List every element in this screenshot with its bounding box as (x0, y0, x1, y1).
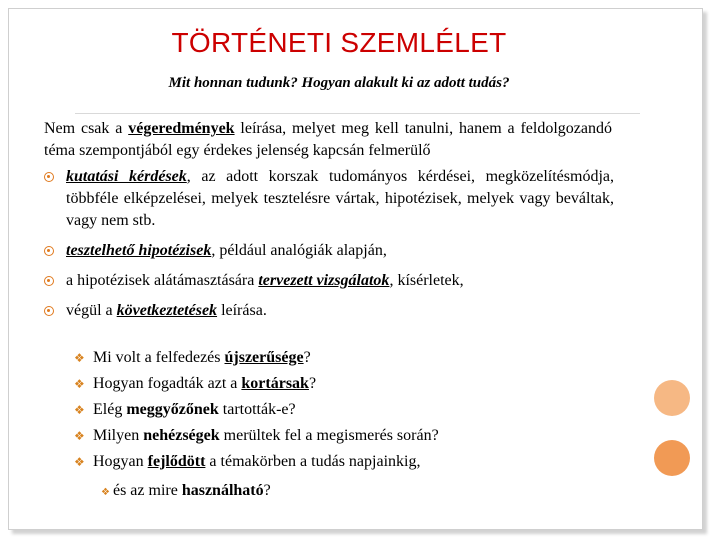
list-item: a hipotézisek alátámasztására tervezett vizsgálatok, kísérletek, (44, 270, 614, 292)
header-divider (75, 113, 640, 114)
intro-paragraph: Nem csak a végeredmények leírása, melyet meg kell tanulni, hanem a feldolgozandó téma szempontjából egy érdekes jelenség kapcsán felmerülő (44, 120, 612, 159)
sub-question: ❖ és az mire használható? (101, 482, 271, 499)
circle-bullet-icon (44, 276, 54, 286)
list-item: ❖ Mi volt a felfedezés újszerűsége? (74, 347, 634, 369)
diamond-bullet-icon: ❖ (74, 377, 85, 391)
circle-bullet-icon (44, 246, 54, 256)
list-item: ❖ Milyen nehézségek merültek fel a megismerés során? (74, 425, 634, 447)
circle-bullet-icon (44, 306, 54, 316)
circle-bullet-icon (44, 172, 54, 182)
decorative-circle-dark (654, 440, 690, 476)
slide-title: TÖRTÉNETI SZEMLÉLET (171, 27, 507, 58)
diamond-bullet-icon: ❖ (74, 455, 85, 469)
question-list (74, 347, 634, 477)
list-item: tesztelhető hipotézisek, például analógiák alapján, (44, 240, 614, 262)
list-item: ❖ Hogyan fogadták azt a kortársak? (74, 373, 634, 395)
intro-emphasis: végeredmények (128, 120, 235, 137)
slide-subtitle: Mit honnan tudunk? Hogyan alakult ki az adott tudás? (168, 75, 510, 91)
list-item: kutatási kérdések, az adott korszak tudományos kérdései, megközelítésmódja, többféle elképzelései, melyek tesztelésre vártak, hipotézisek, melyek vagy beváltak, vagy nem stb. (44, 166, 614, 232)
diamond-bullet-icon: ❖ (101, 487, 110, 498)
list-item: végül a következtetések leírása. (44, 300, 614, 322)
slide-header (9, 9, 701, 114)
list-item: ❖ Hogyan fejlődött a témakörben a tudás napjainkig, (74, 451, 634, 473)
list-item: ❖ Elég meggyőzőnek tartották-e? (74, 399, 634, 421)
diamond-bullet-icon: ❖ (74, 351, 85, 365)
diamond-bullet-icon: ❖ (74, 429, 85, 443)
main-bullet-list (44, 166, 614, 330)
decorative-circle-light (654, 380, 690, 416)
diamond-bullet-icon: ❖ (74, 403, 85, 417)
